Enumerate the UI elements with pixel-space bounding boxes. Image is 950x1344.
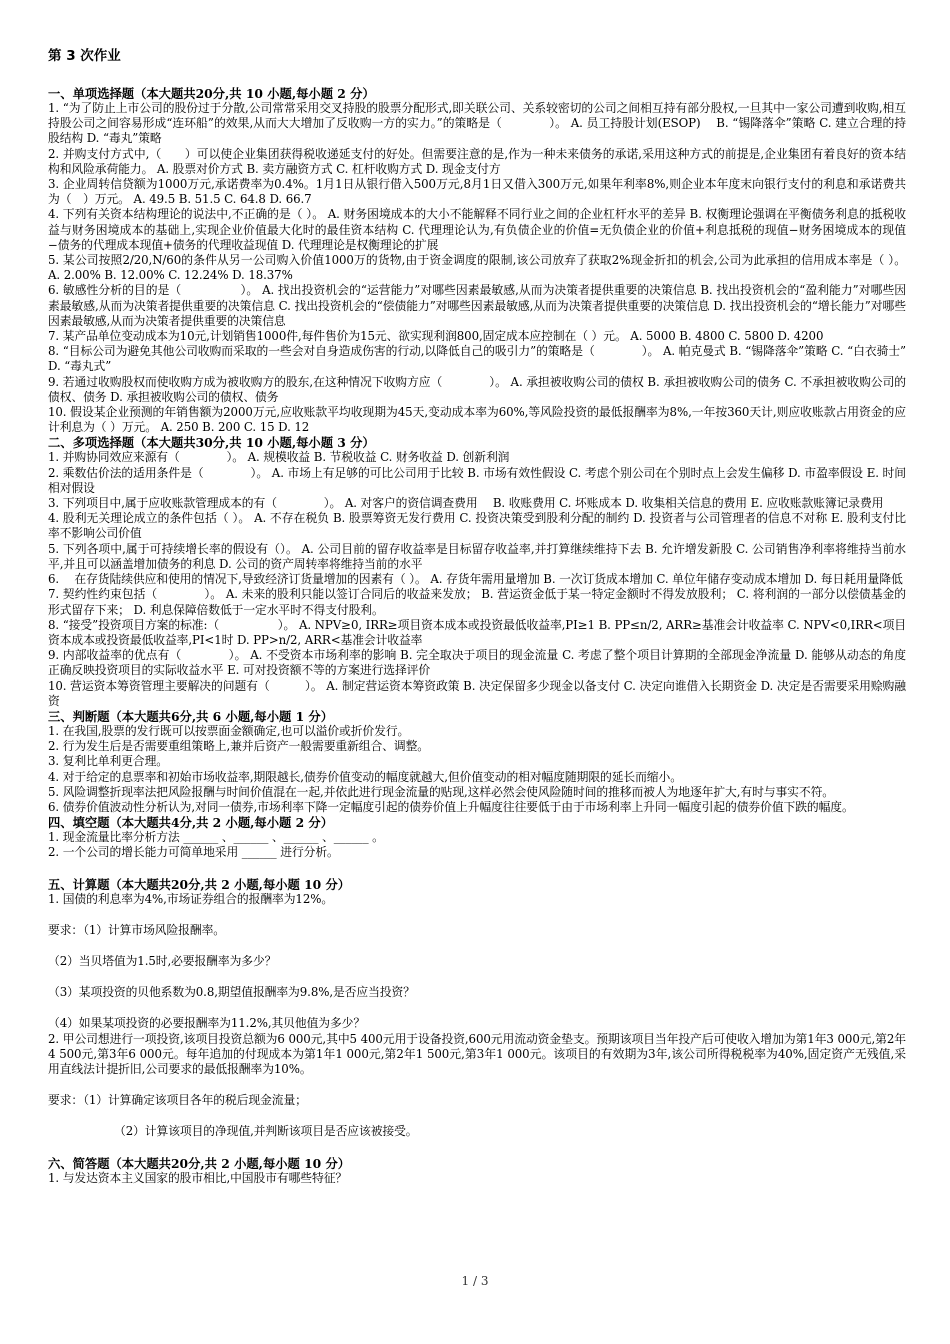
- question-item: 10. 营运资本筹资管理主要解决的问题有（ ）。 A. 制定营运资本筹资政策 B. 决定保留多少现金以备支付 C. 决定向谁借入长期资金 D. 决定是否需要采用赊购融资: [48, 678, 906, 708]
- page-title: 第 3 次作业: [48, 48, 121, 64]
- document-page: [48, 44, 930, 1186]
- question-item: 1. 在我国,股票的发行既可以按票面金额确定,也可以溢价或折价发行。: [48, 723, 410, 738]
- section-heading-multiple-choice: 二、多项选择题（本大题共30分,共 10 小题,每小题 3 分）: [48, 435, 375, 451]
- question-item: 1. 并购协同效应来源有（ ）。 A. 规模收益 B. 节税收益 C. 财务收益 D. 创新利润: [48, 450, 510, 465]
- question-item: 7. 契约性约束包括（ ）。 A. 未来的股利只能以签订合同后的收益来发放； B. 营运资金低于某一特定金额时不得发放股利； C. 将利润的一部分以偿债基金的形式留存下来； D. 利息保障倍数低于一定水平时不得支付股利。: [48, 587, 906, 617]
- question-item: 5. 某公司按照2/20,N/60的条件从另一公司购入价值1000万的货物,由于资金调度的限制,该公司放弃了获取2%现金折扣的机会,公司为此承担的信用成本率是（ ）。 A. 2.00% B. 12.00% C. 12.24% D. 18.37%: [48, 253, 906, 283]
- question-requirement: 要求：（1）计算市场风险报酬率。: [48, 922, 225, 937]
- question-item: 1. 现金流量比率分析方法 ______ 、______ 、______ 、______ 。: [48, 830, 384, 845]
- question-item: 8. “目标公司为避免其他公司收购而采取的一些会对自身造成伤害的行动,以降低自己的吸引力”的策略是（ ）。 A. 帕克曼式 B. “锡降落伞”策略 C. “白衣骑士” D. “毒丸式”: [48, 344, 930, 374]
- question-item: 2. 甲公司想进行一项投资,该项目投资总额为6 000元,其中5 400元用于设备投资,600元用流动资金垫支。预期该项目当年投产后可使收入增加为第1年3 000元,第2年4 500元,第3年6 000元。每年追加的付现成本为第1年1 000元,第2年1 500元,第3年1 000元。该项目的有效期为3年,该公司所得税税率为40%,固定资产无残值,采用直线法计提折旧,公司要求的最低报酬率为10%。: [48, 1031, 906, 1076]
- question-item: 9. 内部收益率的优点有（ ）。 A. 不受资本市场利率的影响 B. 完全取决于项目的现金流量 C. 考虑了整个项目计算期的全部现金净流量 D. 能够从动态的角度正确反映投资项目的实际收益水平 E. 可对投资额不等的方案进行选择评价: [48, 648, 906, 678]
- question-item: 3. 复利比单利更合理。: [48, 754, 168, 769]
- question-item: 1. 与发达资本主义国家的股市相比,中国股市有哪些特征？: [48, 1170, 348, 1185]
- question-item: 2. 一个公司的增长能力可简单地采用 ______ 进行分析。: [48, 845, 339, 860]
- question-requirement: 要求：（1）计算确定该项目各年的税后现金流量；: [48, 1093, 307, 1108]
- question-item: 1. “为了防止上市公司的股份过于分散,公司常常采用交叉持股的股票分配形式,即关联公司、关系较密切的公司之间相互持有部分股权,一旦其中一家公司遭到收购,相互持股公司之间容易形成“连环船”的效果,从而大大增加了反收购一方的实力。”的策略是（ ）。 A. 员工持股计划(ESOP) B. “锡降落伞”策略 C. 建立合理的持股结构 D. “毒丸”策略: [48, 101, 906, 146]
- question-item: 4. 股利无关理论成立的条件包括（ ）。 A. 不存在税负 B. 股票筹资无发行费用 C. 投资决策受到股利分配的制约 D. 投资者与公司管理者的信息不对称 E. 股利支付比率不影响公司价值: [48, 511, 906, 541]
- question-item: 4. 对于给定的息票率和初始市场收益率,期限越长,债券价值变动的幅度就越大,但价值变动的相对幅度随期限的延长而缩小。: [48, 769, 682, 784]
- question-item: 9. 若通过收购股权而使收购方成为被收购方的股东,在这种情况下收购方应（ ）。 A. 承担被收购公司的债权 B. 承担被收购公司的债务 C. 不承担被收购公司的债权、债务 D. 承担被收购公司的债权、债务: [48, 374, 906, 404]
- question-requirement: （2）当贝塔值为1.5时,必要报酬率为多少？: [48, 953, 277, 968]
- section-heading-fill-blank: 四、填空题（本大题共4分,共 2 小题,每小题 2 分）: [48, 815, 333, 831]
- section-heading-short-answer: 六、简答题（本大题共20分,共 2 小题,每小题 10 分）: [48, 1155, 351, 1171]
- question-item: 5. 下列各项中,属于可持续增长率的假设有（）。 A. 公司目前的留存收益率是目标留存收益率,并打算继续维持下去 B. 允许增发新股 C. 公司销售净利率将维持当前水平,并且可以涵盖增加债务的利息 D. 公司的资产周转率将维持当前的水平: [48, 541, 906, 571]
- question-item: 2. 并购支付方式中,（ ）可以使企业集团获得税收递延支付的好处。但需要注意的是,作为一种未来债务的承诺,采用这种方式的前提是,企业集团有着良好的资本结构和风险承荷能力。 A. 股票对价方式 B. 卖方融资方式 C. 杠杆收购方式 D. 现金支付方: [48, 146, 906, 176]
- page-number: 1 / 3: [461, 1274, 489, 1288]
- question-item: 6. 债券价值波动性分析认为,对同一债券,市场利率下降一定幅度引起的债券价值上升幅度往往要低于由于市场利率上升同一幅度引起的债券价值下跌的幅度。: [48, 799, 854, 814]
- question-item: 6. 在存货陆续供应和使用的情况下,导致经济订货量增加的因素有（ ）。 A. 存货年需用量增加 B. 一次订货成本增加 C. 单位年储存变动成本增加 D. 每日耗用量降低: [48, 572, 903, 587]
- question-item: 3. 企业周转信贷额为1000万元,承诺费率为0.4%。1月1日从银行借入500万元,8月1日又借入300万元,如果年利率8%,则企业本年度末向银行支付的利息和承诺费共为（ ）万元。 A. 49.5 B. 51.5 C. 64.8 D. 66.7: [48, 177, 906, 207]
- question-item: 4. 下列有关资本结构理论的说法中,不正确的是（ ）。 A. 财务困境成本的大小不能解释不同行业之间的企业杠杆水平的差异 B. 权衡理论强调在平衡债务利息的抵税收益与财务困境成本的基础上,实现企业价值最大化时的最佳资本结构 C. 代理理论认为,有负债企业的价值=无负债企业的价值+利息抵税的现值−财务困境成本的现值−债务的代理成本现值+债务的代理收益现值 D. 代理理论是权衡理论的扩展: [48, 207, 906, 252]
- question-item: 8. “接受”投资项目方案的标准:（ ）。 A. NPV≥0, IRR≥项目资本成本或投资最低收益率,PI≥1 B. PP≤n/2, ARR≥基准会计收益率 C. NPV<0,IRR<项目资本成本或投资最低收益率,PI<1时 D. PP>n/2, ARR<基准会计收益率: [48, 617, 906, 647]
- section-heading-true-false: 三、判断题（本大题共6分,共 6 小题,每小题 1 分）: [48, 708, 333, 724]
- question-item: 3. 下列项目中,属于应收账款管理成本的有（ ）。 A. 对客户的资信调查费用 B. 收账费用 C. 坏账成本 D. 收集相关信息的费用 E. 应收账款账簿记录费用: [48, 496, 884, 511]
- question-requirement: （4）如果某项投资的必要报酬率为11.2%,其贝他值为多少？: [48, 1016, 366, 1031]
- question-item: 6. 敏感性分析的目的是（ ）。 A. 找出投资机会的“运营能力”对哪些因素最敏感,从而为决策者提供重要的决策信息 B. 找出投资机会的“盈利能力”对哪些因素最敏感,从而为决策者提供重要的决策信息 C. 找出投资机会的“偿债能力”对哪些因素最敏感,从而为决策者提供重要的决策信息 D. 找出投资机会的“增长能力”对哪些因素最敏感,从而为决策者提供重要的决策信息: [48, 283, 906, 328]
- question-item: 2. 乘数估价法的适用条件是（ ）。 A. 市场上有足够的可比公司用于比较 B. 市场有效性假设 C. 考虑个别公司在个别时点上会发生偏移 D. 市盈率假设 E. 时间相对假设: [48, 465, 906, 495]
- question-item: 10. 假设某企业预测的年销售额为2000万元,应收账款平均收现期为45天,变动成本率为60%,等风险投资的最低报酬率为8%,一年按360天计,则应收账款占用资金的应计利息为（ ）万元。 A. 250 B. 200 C. 15 D. 12: [48, 405, 906, 435]
- section-heading-calculation: 五、计算题（本大题共20分,共 2 小题,每小题 10 分）: [48, 876, 351, 892]
- question-requirement: （2）计算该项目的净现值,并判断该项目是否应该被接受。: [114, 1124, 418, 1139]
- section-heading-single-choice: 一、单项选择题（本大题共20分,共 10 小题,每小题 2 分）: [48, 86, 375, 101]
- question-requirement: （3）某项投资的贝他系数为0.8,期望值报酬率为9.8%,是否应当投资？: [48, 985, 415, 1000]
- question-item: 5. 风险调整折现率法把风险报酬与时间价值混在一起,并依此进行现金流量的贴现,这样必然会使风险随时间的推移而被人为地逐年扩大,有时与事实不符。: [48, 784, 834, 799]
- question-item: 7. 某产品单位变动成本为10元,计划销售1000件,每件售价为15元、欲实现利润800,固定成本应控制在（ ）元。 A. 5000 B. 4800 C. 5800 D. 4200: [48, 329, 824, 344]
- question-item: 1. 国债的利息率为4%,市场证券组合的报酬率为12%。: [48, 891, 334, 906]
- question-item: 2. 行为发生后是否需要重组策略上,兼并后资产一般需要重新组合、调整。: [48, 739, 429, 754]
